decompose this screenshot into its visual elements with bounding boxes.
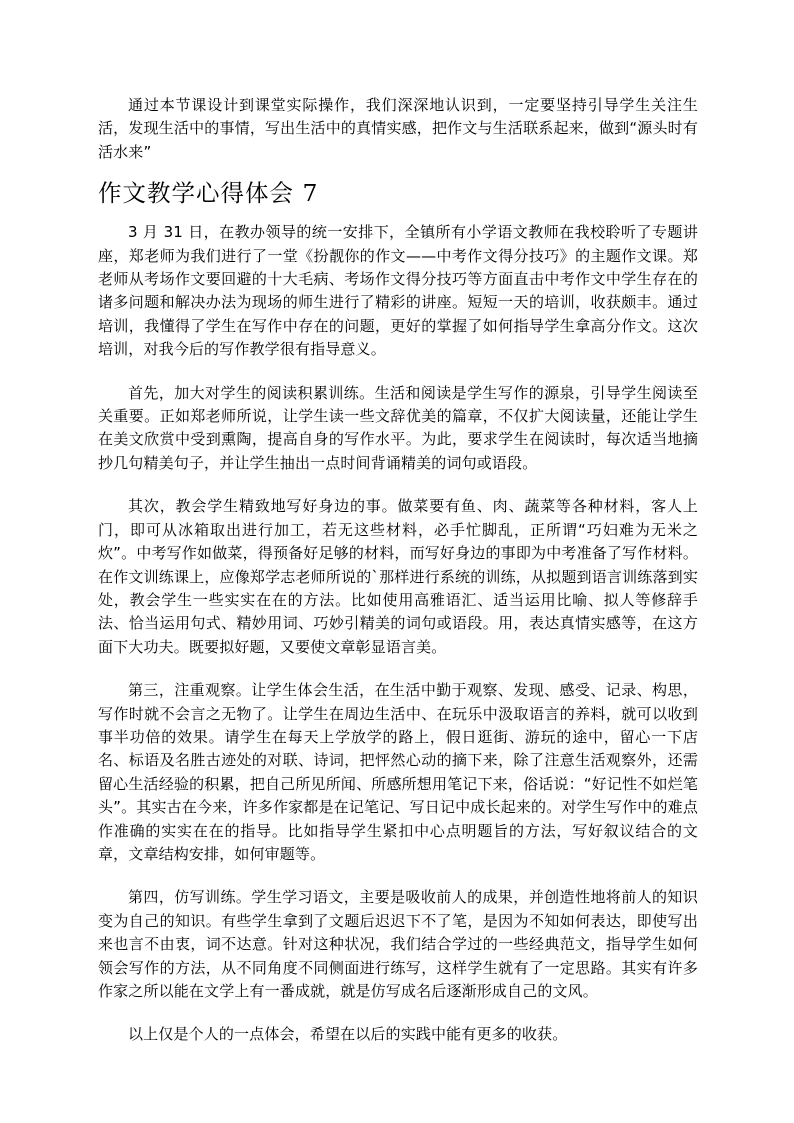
spacer: [98, 475, 698, 495]
spacer: [98, 1003, 698, 1023]
closing-paragraph: 以上仅是个人的一点体会，希望在以后的实践中能有更多的收获。: [128, 1025, 568, 1044]
section-title: 作文教学心得体会 7: [98, 179, 319, 208]
body-paragraph-5: 第四，仿写训练。学生学习语文，主要是吸收前人的成果，并创造性地将前人的知识变为自己的知识。有些学生拿到了文题后迟迟下不了笔，是因为不知如何表达，即使写出来也言不由衷，词不达意。针对这种状况，我们结合学过的一些经典范文，指导学生如何领会写作的方法，从不同角度不同侧面进行练写，这样学生就有了一定思路。其实有许多作家之所以能在文学上有一番成就，就是仿写成名后逐渐形成自己的文风。: [98, 888, 698, 1000]
spacer: [98, 866, 698, 886]
document-page: [98, 94, 698, 1047]
spacer: [98, 164, 698, 177]
spacer: [98, 209, 698, 221]
body-paragraph-3: 其次，教会学生精致地写好身边的事。做菜要有鱼、肉、蔬菜等各种材料，客人上门，即可从冰箱取出进行加工，若无这些材料，必手忙脚乱，正所谓“巧妇难为无米之炊”。中考写作如做菜，得预备好足够的材料，而写好身边的事即为中考准备了写作材料。在作文训练课上，应像郑学志老师所说的`那样进行系统的训练，从拟题到语言训练落到实处，教会学生一些实实在在的方法。比如使用高雅语汇、适当运用比喻、拟人等修辞手法、恰当运用句式、精妙用词、巧妙引精美的词句或语段。用，表达真情实感等，在这方面下大功夫。既要拟好题，又要使文章彰显语言美。: [98, 497, 698, 656]
body-paragraph-4: 第三，注重观察。让学生体会生活，在生活中勤于观察、发现、感受、记录、构思，写作时就不会言之无物了。让学生在周边生活中、在玩乐中汲取语言的养料，就可以收到事半功倍的效果。请学生在每天上学放学的路上，假日逛街、游玩的途中，留心一下店名、标语及名胜古迹处的对联、诗词，把怦然心动的摘下来，除了注意生活观察外，还需留心生活经验的积累，把自己所见所闻、所感所想用笔记下来，俗话说：“好记性不如烂笔头”。其实古在今来，许多作家都是在记笔记、写日记中成长起来的。对学生写作中的难点作准确的实实在在的指导。比如指导学生紧扣中心点明题旨的方法，写好叙议结合的文章，文章结构安排，如何审题等。: [98, 681, 698, 863]
spacer: [98, 362, 698, 382]
body-paragraph-1: 3 月 31 日，在教办领导的统一安排下，全镇所有小学语文教师在我校聆听了专题讲座，郑老师为我们进行了一堂《扮靓你的作文——中考作文得分技巧》的主题作文课。郑老师从考场作文要回避的十大毛病、考场作文得分技巧等方面直击中考作文中学生存在的诸多问题和解决办法为现场的师生进行了精彩的讲座。短短一天的培训，收获颇丰。通过培训，我懂得了学生在写作中存在的问题，更好的掌握了如何指导学生拿高分作文。这次培训，对我今后的写作教学很有指导意义。: [98, 223, 698, 359]
body-paragraph-2: 首先，加大对学生的阅读积累训练。生活和阅读是学生写作的源泉，引导学生阅读至关重要。正如郑老师所说，让学生读一些文辞优美的篇章，不仅扩大阅读量，还能让学生在美文欣赏中受到熏陶，提高自身的写作水平。为此，要求学生在阅读时，每次适当地摘抄几句精美句子，并让学生抽出一点时间背诵精美的词句或语段。: [98, 383, 698, 472]
spacer: [98, 659, 698, 679]
intro-paragraph: 通过本节课设计到课堂实际操作，我们深深地认识到，一定要坚持引导学生关注生活，发现生活中的事情，写出生活中的真情实感，把作文与生活联系起来，做到“源头时有活水来”: [98, 96, 698, 161]
